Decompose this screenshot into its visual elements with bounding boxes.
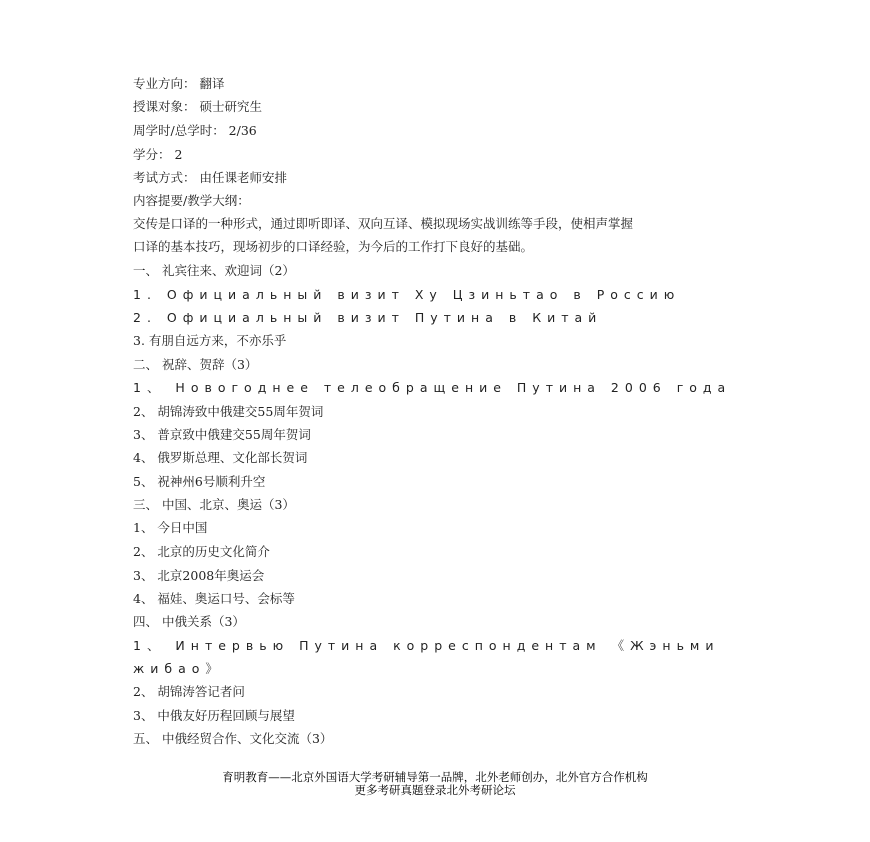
section-title: 三、 中国、北京、奥运（3） (133, 497, 295, 512)
section-item: 4、 福娃、奥运口号、会标等 (133, 591, 295, 606)
exam-line: 考试方式： 由任课老师安排 (133, 170, 287, 185)
section-item: 1、 Новогоднее телеобращение Путина 2006 года (133, 380, 732, 395)
section-item: 3. 有朋自远方来，不亦乐乎 (133, 333, 287, 348)
footer-line-1: 育明教育——北京外国语大学考研辅导第一品牌，北外老师创办，北外官方合作机构 (222, 770, 648, 784)
section-title: 二、 祝辞、贺辞（3） (133, 357, 258, 372)
section-item: 2、 胡锦涛答记者问 (133, 684, 245, 699)
section-item: 3、 北京2008年奥运会 (133, 568, 265, 583)
section-title: 一、 礼宾往来、欢迎词（2） (133, 263, 295, 278)
section-title: 四、 中俄关系（3） (133, 614, 245, 629)
section-item: 2、 胡锦涛致中俄建交55周年贺词 (133, 404, 324, 419)
section-item: 1、 Интервью Путина корреспондентам 《Жэньми (133, 638, 720, 653)
section-item: 2、 北京的历史文化简介 (133, 544, 270, 559)
major-line: 专业方向： 翻译 (133, 76, 225, 91)
footer-line-2: 更多考研真题登录北外考研论坛 (354, 783, 516, 797)
intro-line-1: 交传是口译的一种形式，通过即听即译、双向互译、模拟现场实战训练等手段，使相声掌握 (133, 216, 634, 231)
section-item-continued: жибао》 (133, 661, 224, 676)
section-item: 1. Официальный визит Ху Цзиньтао в Россию (133, 287, 681, 302)
hours-line: 周学时/总学时： 2/36 (133, 123, 257, 138)
audience-line: 授课对象： 硕士研究生 (133, 99, 262, 114)
section-item: 1、 今日中国 (133, 520, 208, 535)
outline-heading: 内容提要/教学大纲： (133, 193, 250, 208)
credits-line: 学分： 2 (133, 147, 183, 162)
section-title: 五、 中俄经贸合作、文化交流（3） (133, 731, 333, 746)
section-item: 3、 中俄友好历程回顾与展望 (133, 708, 295, 723)
section-item: 3、 普京致中俄建交55周年贺词 (133, 427, 311, 442)
section-item: 5、 祝神州6号顺利升空 (133, 474, 266, 489)
section-item: 2. Официальный визит Путина в Китай (133, 310, 603, 325)
section-item: 4、 俄罗斯总理、文化部长贺词 (133, 450, 308, 465)
intro-line-2: 口译的基本技巧，现场初步的口译经验，为今后的工作打下良好的基础。 (133, 239, 534, 254)
